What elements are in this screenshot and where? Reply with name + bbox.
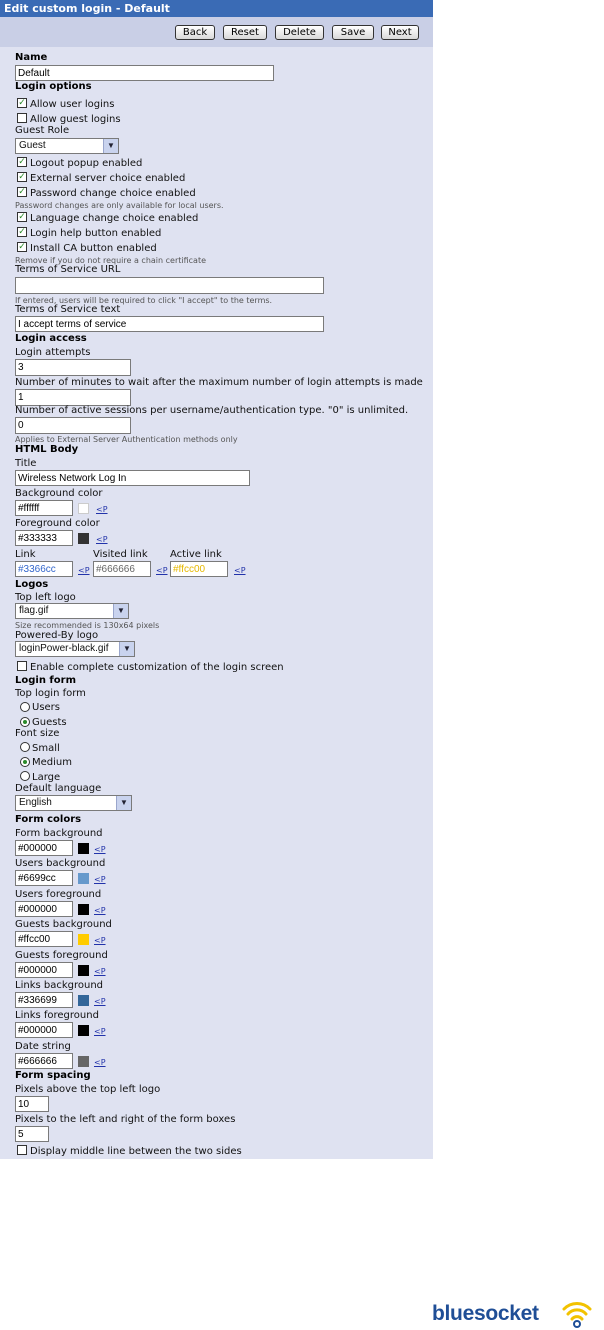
login-help-checkbox[interactable]: ✓: [18, 227, 26, 237]
form-color-label: Links background: [15, 980, 104, 991]
form-color-picker-link[interactable]: <P: [94, 875, 106, 884]
name-input[interactable]: [15, 65, 274, 81]
form-color-picker-link[interactable]: <P: [94, 936, 106, 945]
top-form-users-radio[interactable]: [20, 702, 30, 712]
tos-url-input[interactable]: [15, 277, 324, 294]
form-color-input[interactable]: [15, 1053, 73, 1069]
top-login-form-label: Top login form: [15, 688, 86, 699]
font-size-label: Font size: [15, 728, 60, 739]
delete-button[interactable]: Delete: [275, 25, 324, 40]
visited-link-input[interactable]: [93, 561, 151, 577]
top-form-users-label: Users: [32, 702, 61, 713]
form-color-picker-link[interactable]: <P: [94, 906, 106, 915]
font-size-medium-radio[interactable]: [20, 757, 30, 767]
form-color-input[interactable]: [15, 870, 73, 886]
allow-user-logins-label: Allow user logins: [30, 99, 115, 110]
chevron-down-icon: ▼: [103, 139, 118, 153]
top-left-logo-value: flag.gif: [19, 605, 49, 616]
background-color-input[interactable]: [15, 500, 73, 516]
middle-line-label: Display middle line between the two sides: [30, 1146, 242, 1157]
visited-link-picker-link[interactable]: <P: [156, 566, 168, 575]
title-input[interactable]: [15, 470, 250, 486]
bluesocket-logo: [432, 1296, 594, 1330]
active-link-picker-link[interactable]: <P: [234, 566, 246, 575]
login-options-heading: Login options: [15, 81, 92, 92]
login-attempts-label: Login attempts: [15, 347, 91, 358]
password-change-checkbox[interactable]: ✓: [18, 187, 26, 197]
form-color-swatch: [78, 965, 89, 976]
install-ca-label: Install CA button enabled: [30, 243, 157, 254]
logos-heading: Logos: [15, 579, 49, 590]
login-attempts-input[interactable]: [15, 359, 131, 376]
tos-text-label: Terms of Service text: [15, 304, 121, 315]
tos-url-label: Terms of Service URL: [15, 264, 121, 275]
form-color-input[interactable]: [15, 992, 73, 1008]
chevron-down-icon: ▼: [113, 604, 128, 618]
powered-by-logo-value: loginPower-black.gif: [19, 643, 109, 654]
allow-guest-logins-checkbox[interactable]: [17, 113, 27, 123]
form-color-label: Form background: [15, 828, 103, 839]
default-language-value: English: [19, 797, 52, 808]
form-color-input[interactable]: [15, 931, 73, 947]
form-color-input[interactable]: [15, 1022, 73, 1038]
login-help-label: Login help button enabled: [30, 228, 162, 239]
language-change-checkbox[interactable]: ✓: [18, 212, 26, 222]
powered-by-logo-label: Powered-By logo: [15, 630, 99, 641]
font-size-small-label: Small: [32, 743, 60, 754]
foreground-color-picker-link[interactable]: <P: [96, 535, 108, 544]
brand-wordmark: bluesocket: [432, 1302, 539, 1325]
foreground-color-swatch: [78, 533, 89, 544]
login-access-heading: Login access: [15, 333, 87, 344]
background-color-swatch: [78, 503, 89, 514]
wait-minutes-label: Number of minutes to wait after the maximum number of login attempts is made: [15, 377, 423, 388]
form-color-picker-link[interactable]: <P: [94, 1027, 106, 1036]
top-form-guests-label: Guests: [32, 717, 67, 728]
form-color-picker-link[interactable]: <P: [94, 997, 106, 1006]
default-language-select[interactable]: [15, 795, 132, 811]
name-heading: Name: [15, 52, 48, 63]
middle-line-checkbox[interactable]: [17, 1145, 27, 1155]
pixels-above-label: Pixels above the top left logo: [15, 1084, 161, 1095]
active-link-label: Active link: [170, 549, 222, 560]
form-colors-heading: Form colors: [15, 814, 82, 825]
form-color-picker-link[interactable]: <P: [94, 845, 106, 854]
link-color-input[interactable]: [15, 561, 73, 577]
form-color-swatch: [78, 1025, 89, 1036]
pixels-sides-input[interactable]: [15, 1126, 49, 1142]
logout-popup-checkbox[interactable]: ✓: [18, 157, 26, 167]
save-button[interactable]: Save: [332, 25, 374, 40]
html-body-heading: HTML Body: [15, 444, 79, 455]
form-color-swatch: [78, 904, 89, 915]
foreground-color-label: Foreground color: [15, 518, 100, 529]
complete-customization-checkbox[interactable]: [17, 661, 27, 671]
language-change-label: Language change choice enabled: [30, 213, 199, 224]
chevron-down-icon: ▼: [116, 796, 131, 810]
visited-link-label: Visited link: [93, 549, 148, 560]
font-size-large-radio[interactable]: [20, 771, 30, 781]
install-ca-checkbox[interactable]: ✓: [18, 242, 26, 252]
external-server-checkbox[interactable]: ✓: [18, 172, 26, 182]
form-color-label: Links foreground: [15, 1010, 99, 1021]
link-color-picker-link[interactable]: <P: [78, 566, 90, 575]
form-color-swatch: [78, 1056, 89, 1067]
font-size-small-radio[interactable]: [20, 742, 30, 752]
form-color-picker-link[interactable]: <P: [94, 967, 106, 976]
form-color-label: Users foreground: [15, 889, 102, 900]
top-left-logo-label: Top left logo: [15, 592, 76, 603]
allow-user-logins-checkbox[interactable]: ✓: [18, 98, 26, 108]
default-language-label: Default language: [15, 783, 102, 794]
form-color-label: Guests foreground: [15, 950, 108, 961]
pixels-sides-label: Pixels to the left and right of the form boxes: [15, 1114, 236, 1125]
font-size-medium-label: Medium: [32, 757, 72, 768]
wifi-signal-icon: [560, 1296, 594, 1330]
form-color-input[interactable]: [15, 901, 73, 917]
tos-text-input[interactable]: [15, 316, 324, 332]
active-sessions-input[interactable]: [15, 417, 131, 434]
sessions-note: Applies to External Server Authentication methods only: [15, 435, 238, 444]
logo-size-note: Size recommended is 130x64 pixels: [15, 621, 160, 630]
form-color-input[interactable]: [15, 840, 73, 856]
password-change-label: Password change choice enabled: [30, 188, 196, 199]
active-link-input[interactable]: [170, 561, 228, 577]
wait-minutes-input[interactable]: [15, 389, 131, 406]
title-label: Title: [15, 458, 37, 469]
form-color-swatch: [78, 995, 89, 1006]
form-color-swatch: [78, 934, 89, 945]
background-color-label: Background color: [15, 488, 103, 499]
complete-customization-label: Enable complete customization of the login screen: [30, 662, 284, 673]
top-form-guests-radio[interactable]: [20, 717, 30, 727]
form-color-label: Guests background: [15, 919, 112, 930]
form-color-picker-link[interactable]: <P: [94, 1058, 106, 1067]
back-button[interactable]: Back: [175, 25, 215, 40]
guest-role-value: Guest: [19, 140, 46, 151]
foreground-color-input[interactable]: [15, 530, 73, 546]
tos-url-note: If entered, users will be required to click "I accept" to the terms.: [15, 296, 273, 305]
logout-popup-label: Logout popup enabled: [30, 158, 143, 169]
top-left-logo-select[interactable]: [15, 603, 129, 619]
form-color-swatch: [78, 843, 89, 854]
next-button[interactable]: Next: [381, 25, 419, 40]
guest-role-label: Guest Role: [15, 125, 70, 136]
form-color-label: Users background: [15, 858, 106, 869]
login-form-heading: Login form: [15, 675, 77, 686]
window-title: Edit custom login - Default: [0, 0, 433, 17]
allow-guest-logins-label: Allow guest logins: [30, 114, 121, 125]
external-server-label: External server choice enabled: [30, 173, 186, 184]
form-color-label: Date string: [15, 1041, 71, 1052]
active-sessions-label: Number of active sessions per username/authentication type. "0" is unlimited.: [15, 405, 409, 416]
toolbar: [0, 17, 433, 47]
link-color-label: Link: [15, 549, 36, 560]
form-color-input[interactable]: [15, 962, 73, 978]
chevron-down-icon: ▼: [119, 642, 134, 656]
font-size-large-label: Large: [32, 772, 61, 783]
guest-role-select[interactable]: [15, 138, 119, 154]
pixels-above-input[interactable]: [15, 1096, 49, 1112]
form-color-swatch: [78, 873, 89, 884]
powered-by-logo-select[interactable]: [15, 641, 135, 657]
form-spacing-heading: Form spacing: [15, 1070, 91, 1081]
background-color-picker-link[interactable]: <P: [96, 505, 108, 514]
ca-note: Remove if you do not require a chain certificate: [15, 256, 206, 265]
password-note: Password changes are only available for local users.: [15, 201, 224, 210]
reset-button[interactable]: Reset: [223, 25, 267, 40]
